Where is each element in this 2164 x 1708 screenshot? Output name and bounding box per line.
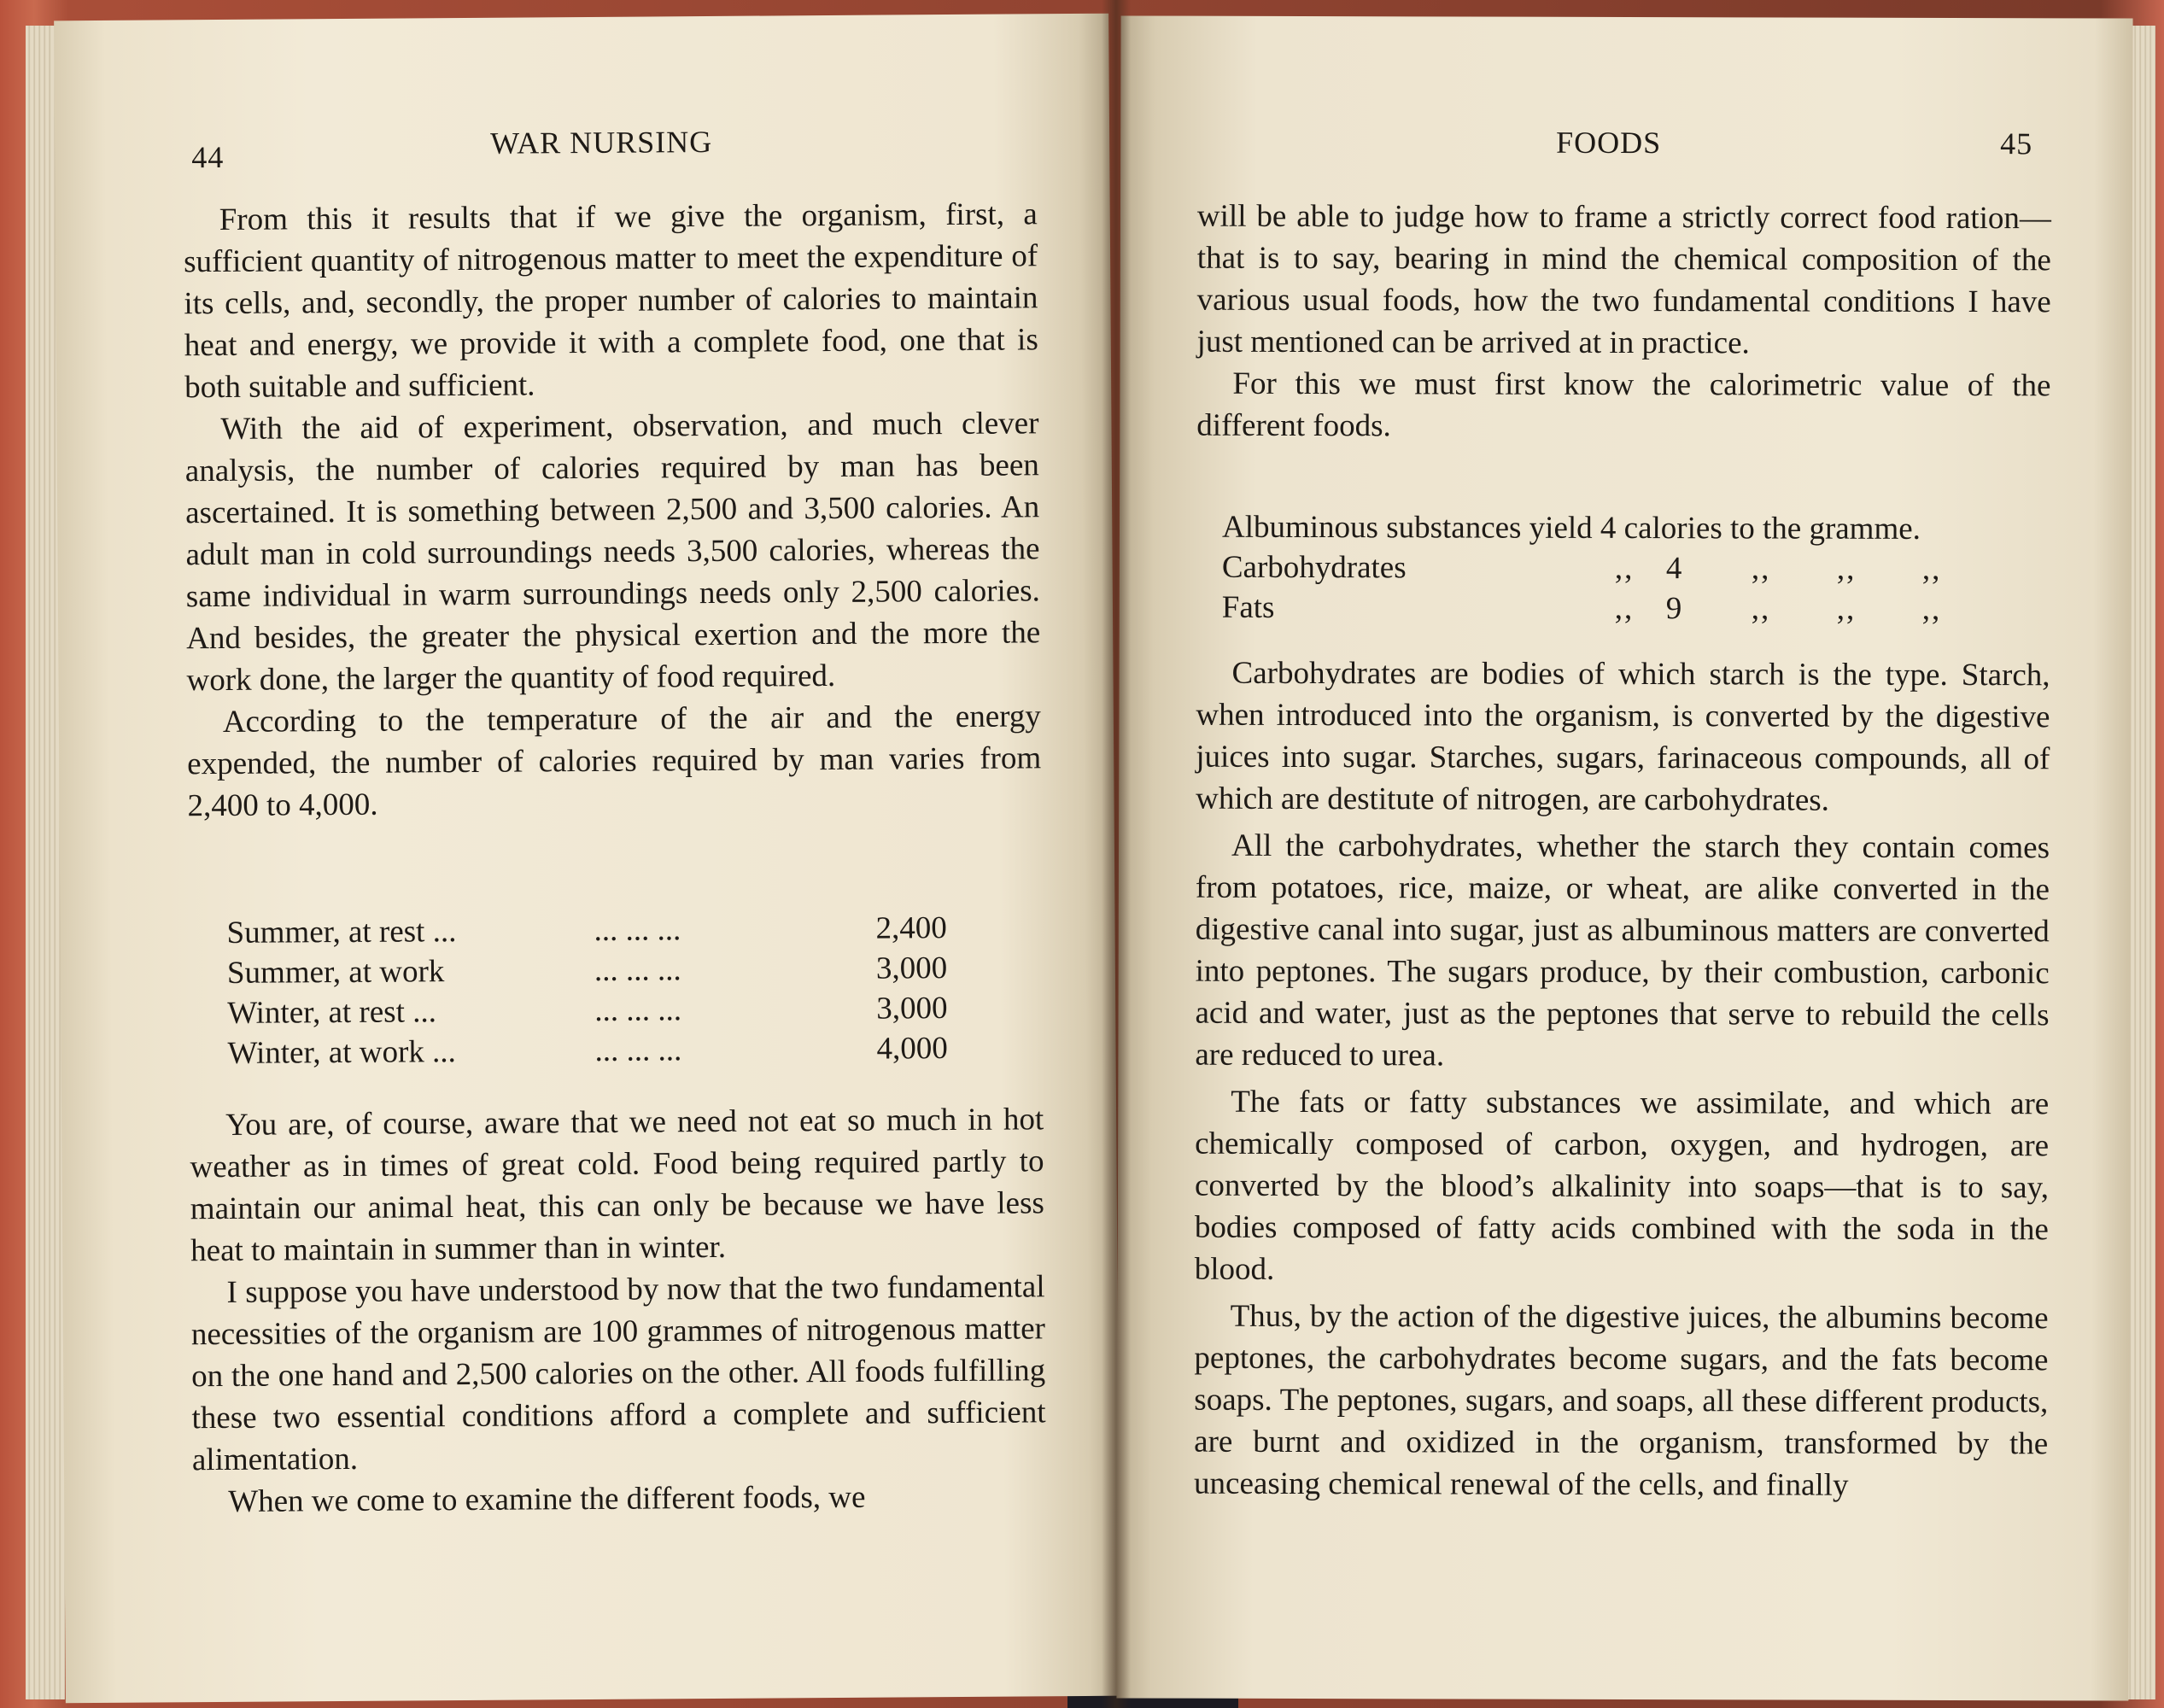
paragraph: You are, of course, aware that we need not eat so much in hot weather as in times of great cold. Food being required partly to maintain our animal heat, this can only be because we have less heat to maintain in summer than in winter.	[190, 1102, 1044, 1269]
table-row	[227, 1030, 987, 1075]
paragraph: From this it results that if we give the organism, first, a sufficient quantity of nitrogenous matter to meet the expenditure of its cells, and, secondly, the proper number of calories to maintain heat and energy, we provide it with a complete food, one that is both suitable and sufficient.	[183, 196, 1038, 406]
paragraph: According to the temperature of the air and the energy expended, the number of calories required by man varies from 2,400 to 4,000.	[187, 699, 1042, 824]
table-cell-ditto: ,,	[1614, 550, 1635, 587]
calorimetric-table	[1222, 507, 2059, 630]
table-cell-ditto: ,,	[1836, 591, 1857, 627]
table-cell-value: 3,000	[876, 991, 948, 1027]
table-cell-label: Carbohydrates	[1221, 549, 1407, 586]
paragraph: With the aid of experiment, observation, and much clever analysis, the number of calories required by man has been ascertained. It is something between 2,500 and 3,500 calories. An adult man in cold surroundings needs 3,500 calories, whereas the same individual in warm surroundings needs only 2,500 calories. And besides, the greater the physical exertion and the more the work done, the larger the quantity of food required.	[184, 406, 1041, 699]
page-number-left: 44	[191, 139, 225, 175]
running-head-left: WAR NURSING	[490, 124, 713, 161]
table-row	[1222, 547, 2008, 589]
table-cell-dots: ... ... ...	[594, 1032, 682, 1068]
calorimetric-rows	[1222, 547, 2008, 629]
paragraph: I suppose you have understood by now that the two fundamental necessities of the organism are 100 grammes of nitrogenous matter on the one hand and 2,500 calories on the other. All foods fulfilling these two essential conditions afford a complete and sufficient alimentation.	[190, 1269, 1046, 1478]
table-cell-dots: ... ... ...	[594, 912, 681, 948]
table-cell-ditto: ,,	[1921, 551, 1942, 587]
paragraph: For this we must first know the calorimetric value of the different foods.	[1196, 366, 2051, 444]
left-body-lower	[190, 1098, 1046, 1523]
table-cell-value: 4,000	[876, 1031, 948, 1067]
table-cell-label: Summer, at rest ...	[226, 914, 457, 951]
page-number-right: 45	[2000, 126, 2033, 161]
calorie-table	[226, 910, 987, 1075]
calorimetric-first-line: Albuminous substances yield 4 calories to the gramme.	[1221, 509, 1921, 547]
table-cell-value: 4	[1665, 551, 1682, 587]
table-cell-value: 9	[1665, 591, 1682, 627]
paragraph: All the carbohydrates, whether the starch they contain comes from potatoes, rice, maize, or wheat, are alike converted in the digestive canal into sugar, just as albuminous matters are converted into peptones. The sugars produce, by their combustion, carbonic acid and water, just as the peptones that serve to rebuild the cells are reduced to urea.	[1195, 828, 2050, 1073]
running-head-right: FOODS	[1556, 125, 1662, 161]
left-page	[54, 14, 1120, 1704]
table-cell-ditto: ,,	[1614, 590, 1635, 627]
paragraph: Carbohydrates are bodies of which starch is the type. Starch, when introduced into the organism, is converted by the digestive juices into sugar. Starches, sugars, farinaceous compounds, all of which are destitute of nitrogen, are carbohydrates.	[1196, 655, 2050, 818]
table-cell-dots: ... ... ...	[594, 952, 681, 988]
right-body-lower	[1194, 652, 2050, 1507]
book-gutter	[1102, 0, 1131, 1708]
table-row	[227, 990, 987, 1035]
table-cell-dots: ... ... ...	[594, 992, 682, 1028]
table-cell-ditto: ,,	[1921, 591, 1942, 627]
table-cell-label: Summer, at work	[226, 954, 445, 991]
paragraph: When we come to examine the different foods, we	[228, 1479, 866, 1519]
right-page	[1116, 15, 2132, 1700]
table-cell-label: Winter, at work ...	[227, 1034, 456, 1071]
paragraph: will be able to judge how to frame a strictly correct food ration—that is to say, bearing in mind the chemical composition of the various usual foods, how the two fundamental conditions I have just mentioned can be arrived at in practice.	[1196, 198, 2052, 361]
right-body-upper	[1196, 196, 2051, 449]
table-row	[226, 910, 986, 955]
table-cell-label: Fats	[1221, 589, 1275, 625]
table-cell-ditto: ,,	[1836, 551, 1857, 587]
left-body-upper	[184, 193, 1042, 827]
table-cell-label: Winter, at rest ...	[227, 994, 437, 1031]
paragraph: Thus, by the action of the digestive juices, the albumins become peptones, the carbohydrates become sugars, and the fats become soaps. The peptones, sugars, and soaps, all these different products, are burnt and oxidized in the organism, transformed by the unceasing chemical renewal of the cells, and finally	[1194, 1298, 2049, 1503]
table-cell-value: 2,400	[875, 910, 947, 946]
table-cell-value: 3,000	[875, 951, 948, 986]
paragraph: The fats or fatty substances we assimilate, and which are chemically composed of carbon, oxygen, and hydrogen, are converted by the blood’s alkalinity into soaps—that is to say, bodies composed of fatty acids combined with the soda in the blood.	[1194, 1084, 2050, 1287]
table-row	[227, 950, 987, 995]
table-cell-ditto: ,,	[1751, 591, 1771, 627]
table-row	[1222, 588, 2008, 629]
table-cell-ditto: ,,	[1751, 551, 1771, 587]
